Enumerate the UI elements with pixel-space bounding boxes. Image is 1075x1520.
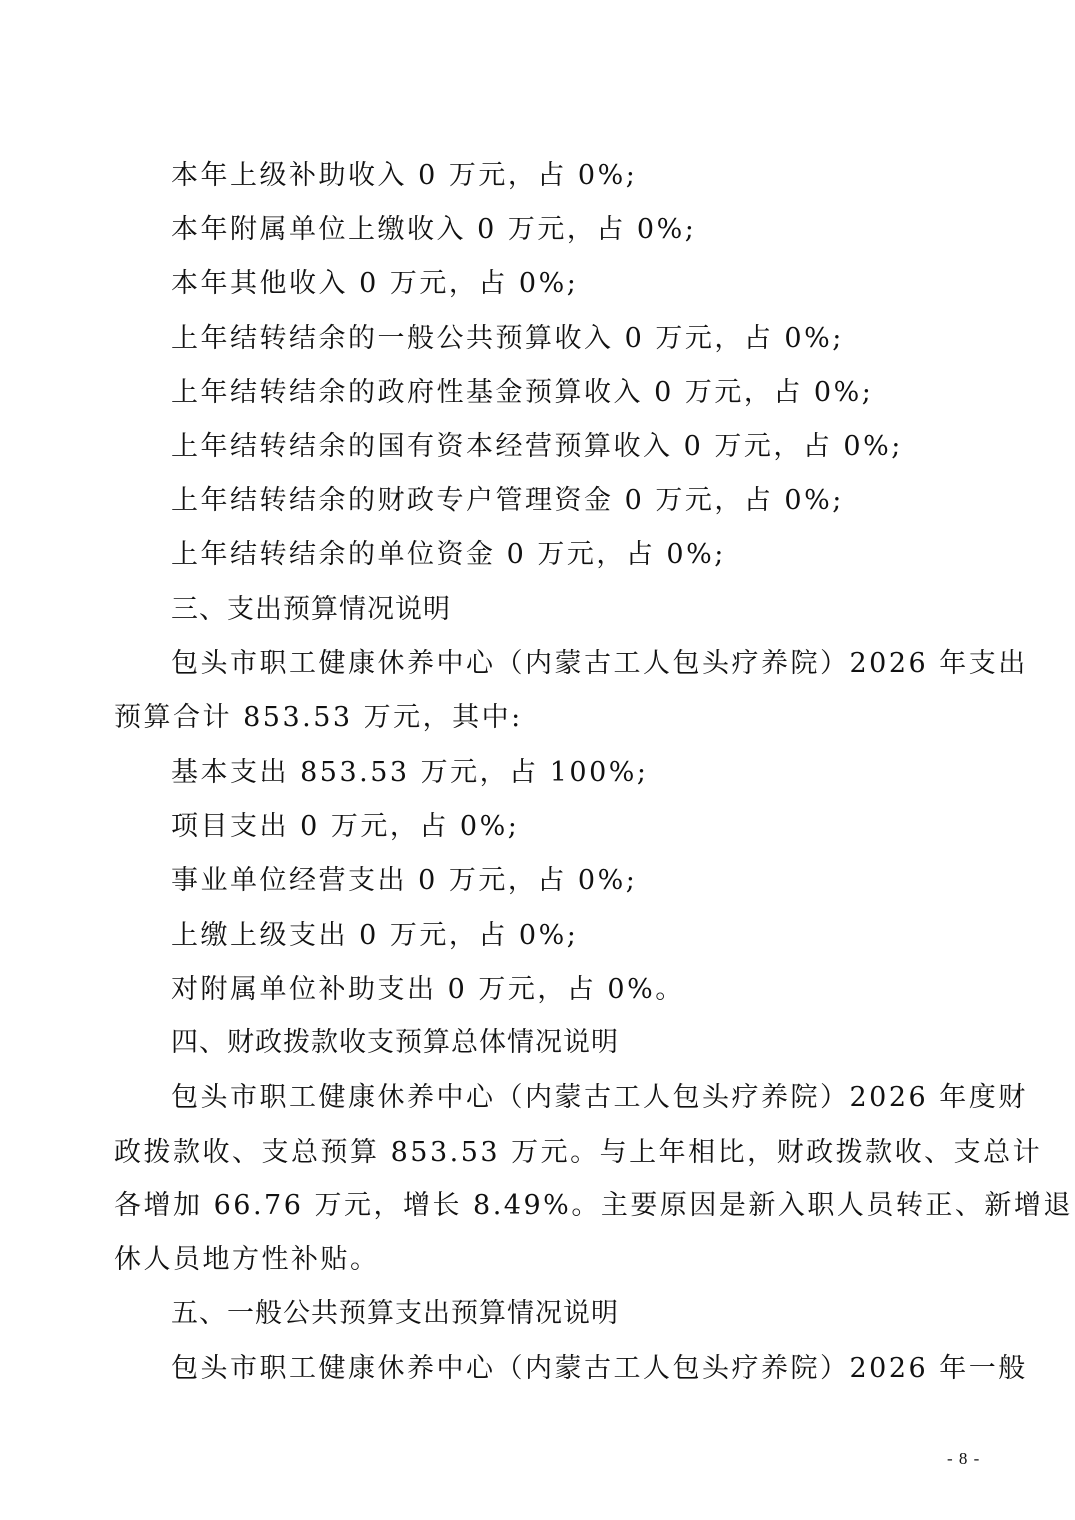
expenditure-item: 对附属单位补助支出 0 万元，占 0%。 bbox=[171, 974, 685, 1005]
section-heading-fiscal-appropriation: 四、财政拨款收支预算总体情况说明 bbox=[171, 1027, 619, 1058]
expenditure-item: 基本支出 853.53 万元，占 100%; bbox=[171, 757, 649, 788]
income-line: 本年其他收入 0 万元，占 0%; bbox=[171, 268, 579, 299]
paragraph-line: 包头市职工健康休养中心（内蒙古工人包头疗养院）2026 年度财 bbox=[171, 1082, 1028, 1113]
section-heading-expenditure: 三、支出预算情况说明 bbox=[171, 594, 451, 625]
paragraph-line: 预算合计 853.53 万元，其中: bbox=[114, 702, 523, 733]
expenditure-item: 项目支出 0 万元，占 0%; bbox=[171, 811, 520, 842]
paragraph-line: 包头市职工健康休养中心（内蒙古工人包头疗养院）2026 年支出 bbox=[171, 648, 1028, 679]
paragraph-line: 休人员地方性补贴。 bbox=[114, 1244, 380, 1275]
expenditure-item: 上缴上级支出 0 万元，占 0%; bbox=[171, 920, 579, 951]
income-line: 本年上级补助收入 0 万元，占 0%; bbox=[171, 160, 638, 191]
income-line: 上年结转结余的国有资本经营预算收入 0 万元，占 0%; bbox=[171, 431, 903, 462]
paragraph-line: 各增加 66.76 万元，增长 8.49%。主要原因是新入职人员转正、新增退 bbox=[114, 1190, 1073, 1221]
income-line: 上年结转结余的财政专户管理资金 0 万元，占 0%; bbox=[171, 485, 844, 516]
expenditure-item: 事业单位经营支出 0 万元，占 0%; bbox=[171, 865, 638, 896]
page-number: - 8 - bbox=[947, 1449, 981, 1468]
paragraph-line: 政拨款收、支总预算 853.53 万元。与上年相比，财政拨款收、支总计 bbox=[114, 1137, 1043, 1168]
income-line: 上年结转结余的单位资金 0 万元，占 0%; bbox=[171, 539, 726, 570]
section-heading-general-public-budget: 五、一般公共预算支出预算情况说明 bbox=[171, 1298, 619, 1329]
income-line: 上年结转结余的一般公共预算收入 0 万元，占 0%; bbox=[171, 323, 844, 354]
income-line: 本年附属单位上缴收入 0 万元，占 0%; bbox=[171, 214, 697, 245]
paragraph-line: 包头市职工健康休养中心（内蒙古工人包头疗养院）2026 年一般 bbox=[171, 1353, 1028, 1384]
income-line: 上年结转结余的政府性基金预算收入 0 万元，占 0%; bbox=[171, 377, 874, 408]
